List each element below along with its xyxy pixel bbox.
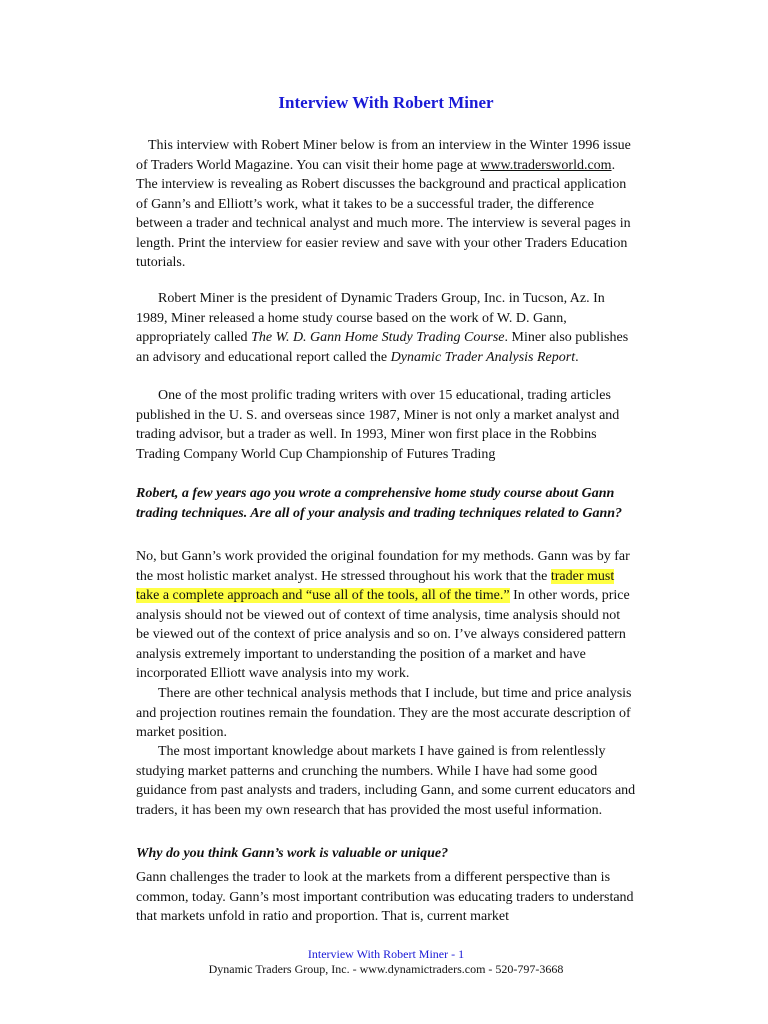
answer-1-text-1: No, but Gann’s work provided the original foundation for my methods. Gann was by far the most holistic market analyst. He stressed throughout his work that the	[136, 549, 630, 584]
answer-1-paragraph-3: The most important knowledge about markets I have gained is from relentlessly studying market patterns and crunching the numbers. While I have had some good guidance from past analysts and traders, including Gann, and some current educators and traders, it has been my own research that has provided the most useful information.	[136, 744, 636, 818]
answer-2-paragraph-1: Gann challenges the trader to look at the markets from a different perspective than is common, today. Gann’s most important contribution was educating traders to understand that markets unfold in ratio and proportion. That is, current market	[136, 870, 634, 924]
bio-paragraph-1	[136, 289, 636, 367]
document-page	[136, 0, 636, 1024]
page-title: Interview With Robert Miner	[278, 93, 494, 112]
bio-text-2: . Miner also publishes an advisory and educational report called the	[136, 330, 629, 365]
report-title: Dynamic Trader Analysis Report	[390, 349, 576, 365]
intro-paragraph	[136, 136, 636, 273]
answer-1-text-2: In other words, price analysis should not be viewed out of context of time analysis, time analysis should not be viewed out of the context of price analysis and so on. I’ve always considered pattern analysis extremely important to understanding the position of a market and have incorporated Elliott wave analysis into my work.	[136, 588, 630, 681]
bio-text-1: Robert Miner is the president of Dynamic Traders Group, Inc. in Tucson, Az. In 1989, Miner released a home study course based on the work of W. D. Gann, appropriately called	[136, 291, 605, 345]
course-title: The W. D. Gann Home Study Trading Course	[251, 330, 505, 345]
footer-contact: Dynamic Traders Group, Inc. - www.dynamictraders.com - 520-797-3668	[208, 962, 564, 976]
tradersworld-link[interactable]: www.tradersworld.com	[480, 157, 612, 173]
footer-title: Interview With Robert Miner - 1	[307, 947, 465, 961]
highlighted-quote: trader must take a complete approach and “use all of the tools, all of the time.”	[136, 568, 615, 603]
bio-paragraph-2: One of the most prolific trading writers with over 15 educational, trading articles published in the U. S. and overseas since 1987, Miner is not only a market analyst and trading advisor, but a trader as well. In 1993, Miner won first place in the Robbins Trading Company World Cup Championship of Futures Trading	[136, 388, 620, 462]
question-2: Why do you think Gann’s work is valuable or unique?	[136, 846, 449, 861]
bio-text-3: .	[575, 349, 579, 365]
intro-text-2: . The interview is revealing as Robert discusses the background and practical application of Gann’s and Elliott’s work, what it takes to be a successful trader, the difference between a trader and technical analyst and much more. The interview is several pages in length. Print the interview for easier review and save with your other Traders Education tutorials.	[136, 157, 631, 270]
answer-1-paragraph-2: There are other technical analysis methods that I include, but time and price analysis and projection routines remain the foundation. They are the most accurate description of market position.	[136, 686, 632, 740]
intro-text-1: This interview with Robert Miner below is from an interview in the Winter 1996 issue of Traders World Magazine. You can visit their home page at	[136, 138, 631, 173]
question-1: Robert, a few years ago you wrote a comprehensive home study course about Gann trading techniques. Are all of your analysis and trading techniques related to Gann?	[136, 486, 623, 521]
answer-1-paragraph-1	[136, 547, 636, 684]
